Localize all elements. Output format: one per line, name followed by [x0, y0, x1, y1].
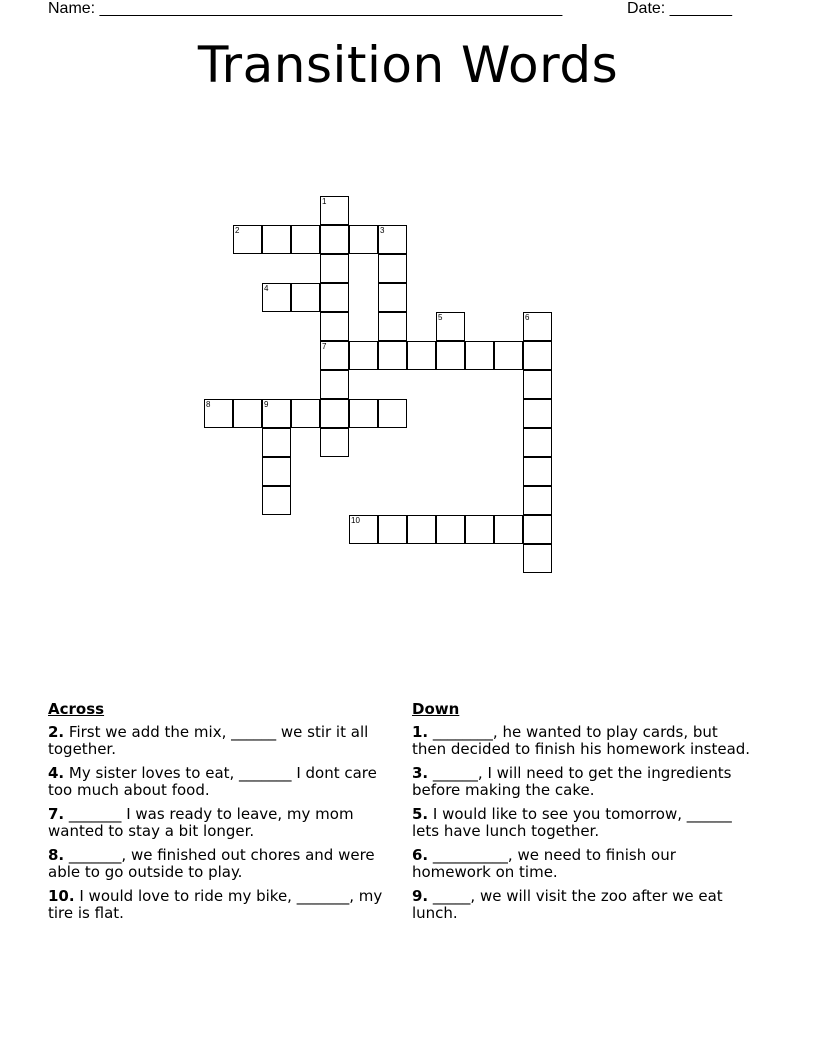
clue-number: 10. [48, 886, 75, 905]
clue-number: 2. [48, 722, 65, 741]
clue-number-label: 5 [438, 313, 443, 322]
grid-cell[interactable] [320, 399, 349, 428]
clue-text: I would love to ride my bike, _______, my tire is flat. [48, 886, 383, 922]
clue-number: 1. [412, 722, 429, 741]
grid-cell[interactable] [523, 399, 552, 428]
grid-cell[interactable] [349, 225, 378, 254]
grid-cell[interactable] [204, 399, 233, 428]
grid-cell[interactable] [233, 225, 262, 254]
grid-cell[interactable] [523, 486, 552, 515]
grid-cell[interactable] [262, 225, 291, 254]
clue-number-label: 8 [206, 400, 211, 409]
grid-cell[interactable] [523, 457, 552, 486]
grid-cell[interactable] [523, 312, 552, 341]
date-field-line: Date: _______ [627, 0, 732, 17]
grid-cell[interactable] [262, 428, 291, 457]
grid-cell[interactable] [436, 341, 465, 370]
clue-text: My sister loves to eat, _______ I dont care too much about food. [48, 763, 377, 799]
grid-cell[interactable] [320, 341, 349, 370]
clue-number: 6. [412, 845, 429, 864]
clue-number-label: 2 [235, 226, 240, 235]
grid-cell[interactable] [320, 283, 349, 312]
grid-cell[interactable] [291, 283, 320, 312]
clue-text: ________, he wanted to play cards, but then decided to finish his homework instead. [412, 722, 751, 758]
grid-cell[interactable] [407, 341, 436, 370]
down-clues [412, 701, 752, 929]
grid-cell[interactable] [523, 341, 552, 370]
grid-cell[interactable] [378, 283, 407, 312]
grid-cell[interactable] [320, 196, 349, 225]
grid-cell[interactable] [378, 312, 407, 341]
grid-cell[interactable] [320, 428, 349, 457]
clue-text: _______, we finished out chores and were able to go outside to play. [48, 845, 375, 881]
down-clue [412, 765, 752, 800]
grid-cell[interactable] [523, 370, 552, 399]
down-clue [412, 724, 752, 759]
clue-text: _______ I was ready to leave, my mom wanted to stay a bit longer. [48, 804, 354, 840]
down-clue [412, 806, 752, 841]
grid-cell[interactable] [523, 428, 552, 457]
grid-cell[interactable] [378, 341, 407, 370]
grid-cell[interactable] [291, 225, 320, 254]
name-field-line: Name: ____________________________________________________ [48, 0, 563, 17]
clue-text: ______, I will need to get the ingredients before making the cake. [412, 763, 732, 799]
grid-cell[interactable] [494, 515, 523, 544]
clue-text: __________, we need to finish our homework on time. [412, 845, 676, 881]
clue-number: 3. [412, 763, 429, 782]
grid-cell[interactable] [349, 341, 378, 370]
grid-cell[interactable] [436, 515, 465, 544]
clue-number: 5. [412, 804, 429, 823]
clue-number: 4. [48, 763, 65, 782]
grid-cell[interactable] [378, 225, 407, 254]
grid-cell[interactable] [436, 312, 465, 341]
grid-cell[interactable] [378, 515, 407, 544]
across-clues [48, 701, 383, 929]
grid-cell[interactable] [378, 254, 407, 283]
grid-cell[interactable] [465, 341, 494, 370]
clue-number-label: 6 [525, 313, 530, 322]
down-heading: Down [412, 700, 460, 718]
grid-cell[interactable] [320, 370, 349, 399]
grid-cell[interactable] [233, 399, 262, 428]
grid-cell[interactable] [320, 312, 349, 341]
grid-cell[interactable] [262, 283, 291, 312]
across-clue [48, 888, 383, 923]
grid-cell[interactable] [320, 254, 349, 283]
clue-number: 9. [412, 886, 429, 905]
clue-number-label: 4 [264, 284, 269, 293]
across-clue-list [48, 724, 383, 923]
down-clue [412, 847, 752, 882]
grid-cell[interactable] [320, 225, 349, 254]
clue-number-label: 10 [351, 516, 360, 525]
grid-cell[interactable] [262, 486, 291, 515]
across-clue [48, 806, 383, 841]
grid-cell[interactable] [465, 515, 494, 544]
clue-number-label: 9 [264, 400, 269, 409]
grid-cell[interactable] [262, 457, 291, 486]
grid-cell[interactable] [349, 515, 378, 544]
across-clue [48, 765, 383, 800]
clue-text: _____, we will visit the zoo after we eat lunch. [412, 886, 723, 922]
across-heading: Across [48, 700, 105, 718]
clue-number-label: 7 [322, 342, 327, 351]
clue-text: I would like to see you tomorrow, ______ lets have lunch together. [412, 804, 732, 840]
grid-cell[interactable] [494, 341, 523, 370]
clue-number-label: 3 [380, 226, 385, 235]
grid-cell[interactable] [523, 515, 552, 544]
down-clue [412, 888, 752, 923]
clue-number-label: 1 [322, 197, 327, 206]
clue-text: First we add the mix, ______ we stir it all together. [48, 722, 369, 758]
down-clue-list [412, 724, 752, 923]
grid-cell[interactable] [378, 399, 407, 428]
grid-cell[interactable] [523, 544, 552, 573]
clue-number: 7. [48, 804, 65, 823]
grid-cell[interactable] [407, 515, 436, 544]
clue-number: 8. [48, 845, 65, 864]
page-title: Transition Words [197, 36, 619, 94]
across-clue [48, 724, 383, 759]
across-clue [48, 847, 383, 882]
grid-cell[interactable] [349, 399, 378, 428]
grid-cell[interactable] [262, 399, 291, 428]
grid-cell[interactable] [291, 399, 320, 428]
